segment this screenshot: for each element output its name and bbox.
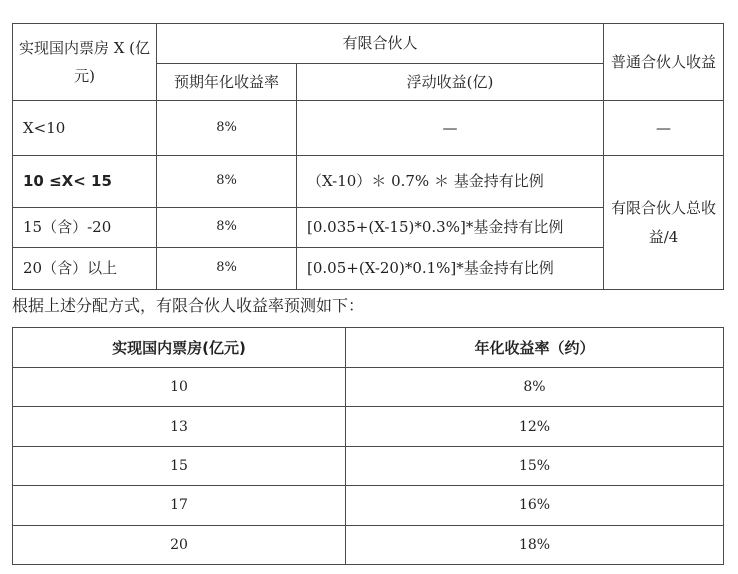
header-box-office: 实现国内票房(亿元) (13, 328, 346, 368)
rate-cell: 8% (346, 368, 724, 407)
rate-cell: 8% (157, 101, 297, 156)
general-merged-cell: 有限合伙人总收益/4 (604, 156, 724, 290)
table-row (13, 525, 724, 564)
table-row (13, 446, 724, 485)
rate-cell: 15% (346, 446, 724, 485)
general-cell: — (604, 101, 724, 156)
box-office-cell: 15 (13, 446, 346, 485)
rate-cell: 8% (157, 248, 297, 290)
box-office-cell: 13 (13, 407, 346, 446)
range-cell: X<10 (13, 101, 157, 156)
box-office-cell: 17 (13, 486, 346, 525)
header-box-office: 实现国内票房 X (亿元) (13, 24, 157, 101)
floating-cell: [0.035+(X-15)*0.3%]*基金持有比例 (297, 208, 604, 248)
box-office-cell: 20 (13, 525, 346, 564)
header-annual-rate: 年化收益率（约） (346, 328, 724, 368)
table-row (13, 368, 724, 407)
header-general-partner: 普通合伙人收益 (604, 24, 724, 101)
header-floating-return: 浮动收益(亿) (297, 64, 604, 101)
range-cell: 10 ≤X< 15 (13, 156, 157, 208)
table-row (13, 101, 724, 156)
rate-cell: 16% (346, 486, 724, 525)
table-row (13, 407, 724, 446)
floating-cell: （X-10）＊ 0.7% ＊ 基金持有比例 (297, 156, 604, 208)
distribution-table (12, 23, 724, 290)
rate-cell: 18% (346, 525, 724, 564)
forecast-intro-text: 根据上述分配方式，有限合伙人收益率预测如下： (12, 296, 365, 315)
rate-cell: 12% (346, 407, 724, 446)
floating-cell: [0.05+(X-20)*0.1%]*基金持有比例 (297, 248, 604, 290)
floating-cell: — (297, 101, 604, 156)
header-expected-rate: 预期年化收益率 (157, 64, 297, 101)
rate-cell: 8% (157, 156, 297, 208)
box-office-cell: 10 (13, 368, 346, 407)
forecast-table (12, 327, 724, 565)
table-row (13, 156, 724, 208)
range-cell: 20（含）以上 (13, 248, 157, 290)
range-cell: 15（含）-20 (13, 208, 157, 248)
header-limited-partner: 有限合伙人 (157, 24, 604, 64)
rate-cell: 8% (157, 208, 297, 248)
table-row (13, 486, 724, 525)
